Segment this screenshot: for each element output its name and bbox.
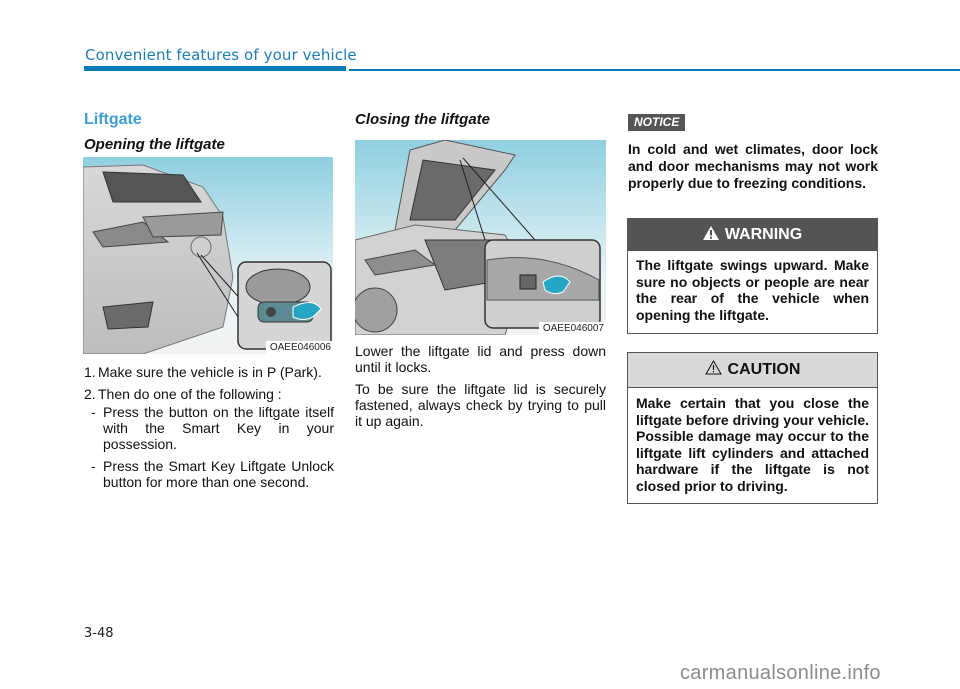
warning-header	[628, 219, 877, 251]
figure-opening-liftgate	[83, 157, 333, 354]
notice-badge: NOTICE	[628, 114, 685, 131]
sub-step-text: Press the button on the liftgate itself with the Smart Key in your possession.	[103, 404, 334, 452]
caution-triangle-icon	[705, 360, 722, 380]
step-text: Then do one of the following :	[98, 386, 282, 402]
caution-title: CAUTION	[727, 361, 801, 378]
warning-box	[627, 218, 878, 334]
warning-text: The liftgate swings upward. Make sure no objects or people are near the rear of the vehicle when opening the liftgate.	[636, 257, 869, 323]
subheading-opening: Opening the liftgate	[84, 136, 225, 153]
watermark: carmanualsonline.info	[680, 662, 881, 684]
warning-title: WARNING	[724, 226, 803, 243]
paragraph: To be sure the liftgate lid is securely fastened, always check by trying to pull it up again.	[355, 381, 606, 429]
caution-text: Make certain that you close the liftgate before driving your vehicle. Possible damage may occur to the liftgate lift cylinders and attached hardware if the liftgate is not closed prior to driving.	[636, 395, 869, 494]
paragraph: Lower the liftgate lid and press down until it locks.	[355, 343, 606, 375]
sub-step-bullet: -	[91, 404, 96, 420]
figure-label: OAEE046007	[539, 322, 606, 335]
opening-steps	[84, 364, 334, 490]
step-text: Make sure the vehicle is in P (Park).	[98, 364, 322, 380]
step-1	[84, 364, 334, 380]
figure-closing-liftgate	[355, 140, 606, 335]
section-title: Liftgate	[84, 111, 142, 128]
car-rear-illustration	[83, 157, 333, 354]
sub-step-bullet: -	[91, 458, 96, 474]
closing-instructions	[355, 343, 606, 429]
step-number: 2.	[84, 386, 96, 402]
step-2	[84, 386, 334, 402]
figure-label: OAEE046006	[266, 341, 333, 354]
header-rule-thick	[84, 66, 346, 71]
chapter-header: Convenient features of your vehicle	[85, 46, 357, 64]
caution-header	[628, 353, 877, 388]
sub-step-text: Press the Smart Key Liftgate Unlock button for more than one second.	[103, 458, 334, 490]
sub-step	[84, 404, 334, 452]
notice-text: In cold and wet climates, door lock and door mechanisms may not work properly due to freezing conditions.	[628, 141, 878, 191]
subheading-closing: Closing the liftgate	[355, 111, 490, 128]
step-number: 1.	[84, 364, 96, 380]
sub-step	[84, 458, 334, 490]
page-number: 3-48	[84, 626, 114, 641]
header-rule-thin	[349, 69, 960, 71]
warning-triangle-icon	[703, 226, 719, 245]
caution-box	[627, 352, 878, 504]
open-liftgate-illustration	[355, 140, 606, 335]
